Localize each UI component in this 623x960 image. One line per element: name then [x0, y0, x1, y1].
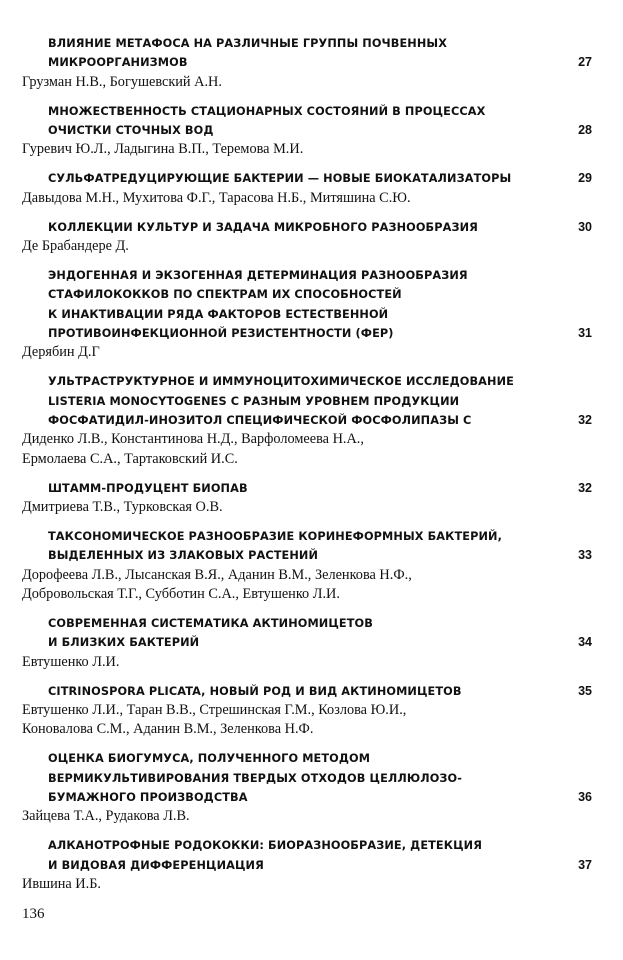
entry-title-row [22, 682, 592, 701]
table-of-contents [22, 34, 592, 904]
entry-page-number: 33 [578, 548, 592, 563]
toc-entry [22, 749, 592, 826]
entry-title-row [22, 749, 592, 807]
entry-title [22, 749, 552, 807]
entry-authors [22, 189, 592, 208]
entry-title-line: СТАФИЛОКОККОВ ПО СПЕКТРАМ ИХ СПОСОБНОСТЕЙ [48, 288, 402, 302]
entry-page-number: 27 [578, 55, 592, 70]
toc-entry [22, 479, 592, 518]
page-number: 136 [22, 906, 45, 922]
entry-authors [22, 701, 592, 740]
entry-title-row [22, 34, 592, 73]
entry-page-number: 36 [578, 790, 592, 805]
entry-title [22, 266, 552, 343]
entry-title-line: ВЫДЕЛЕННЫХ ИЗ ЗЛАКОВЫХ РАСТЕНИЙ [48, 549, 319, 563]
entry-title-line: CITRINOSPORA PLICATA, НОВЫЙ РОД И ВИД АКТИНОМИЦЕТОВ [48, 684, 462, 698]
entry-authors-line: Давыдова М.Н., Мухитова Ф.Г., Тарасова Н.Б., Митяшина С.Ю. [22, 189, 411, 206]
entry-authors [22, 430, 592, 469]
entry-authors-line: Зайцева Т.А., Рудакова Л.В. [22, 808, 190, 825]
entry-authors-line: Евтушенко Л.И., Таран В.В., Стрешинская Г.М., Козлова Ю.И., [22, 702, 407, 719]
entry-title-line: КОЛЛЕКЦИИ КУЛЬТУР И ЗАДАЧА МИКРОБНОГО РАЗНООБРАЗИЯ [48, 220, 478, 234]
entry-title-line: ТАКСОНОМИЧЕСКОЕ РАЗНООБРАЗИЕ КОРИНЕФОРМНЫХ БАКТЕРИЙ, [48, 530, 502, 544]
entry-title-line: МНОЖЕСТВЕННОСТЬ СТАЦИОНАРНЫХ СОСТОЯНИЙ В ПРОЦЕССАХ [48, 104, 486, 118]
entry-authors-line: Ермолаева С.А., Тартаковский И.С. [22, 450, 238, 467]
entry-title [22, 372, 552, 430]
entry-title-line: УЛЬТРАСТРУКТУРНОЕ И ИММУНОЦИТОХИМИЧЕСКОЕ ИССЛЕДОВАНИЕ [48, 375, 514, 389]
entry-title-line: LISTERIA MONOCYTOGENES С РАЗНЫМ УРОВНЕМ ПРОДУКЦИИ [48, 394, 460, 408]
entry-authors [22, 73, 592, 92]
entry-authors [22, 875, 592, 894]
entry-title-row [22, 169, 592, 188]
toc-entry [22, 836, 592, 894]
entry-authors [22, 807, 592, 826]
entry-title-line: И ВИДОВАЯ ДИФФЕРЕНЦИАЦИЯ [48, 858, 264, 872]
entry-authors [22, 237, 592, 256]
entry-page-number: 29 [578, 171, 592, 186]
entry-authors-line: Гуревич Ю.Л., Ладыгина В.П., Теремова М.И. [22, 141, 304, 158]
entry-page-number: 37 [578, 857, 592, 872]
entry-authors-line: Ившина И.Б. [22, 876, 101, 893]
entry-title [22, 218, 552, 237]
toc-entry [22, 218, 592, 257]
entry-title [22, 527, 552, 566]
entry-title-line: МИКРООРГАНИЗМОВ [48, 56, 188, 70]
entry-title-line: ВЕРМИКУЛЬТИВИРОВАНИЯ ТВЕРДЫХ ОТХОДОВ ЦЕЛЛЮЛОЗО- [48, 771, 463, 785]
entry-title [22, 34, 552, 73]
entry-title [22, 836, 552, 875]
entry-page-number: 35 [578, 683, 592, 698]
entry-authors-line: Евтушенко Л.И. [22, 653, 120, 670]
entry-title-line: ФОСФАТИДИЛ-ИНОЗИТОЛ СПЕЦИФИЧЕСКОЙ ФОСФОЛИПАЗЫ С [48, 414, 472, 428]
entry-title-row [22, 479, 592, 498]
entry-title-row [22, 218, 592, 237]
entry-authors-line: Диденко Л.В., Константинова Н.Д., Варфоломеева Н.А., [22, 431, 364, 448]
entry-title-line: ВЛИЯНИЕ МЕТАФОСА НА РАЗЛИЧНЫЕ ГРУППЫ ПОЧВЕННЫХ [48, 37, 448, 50]
entry-title-line: БУМАЖНОГО ПРОИЗВОДСТВА [48, 791, 248, 805]
toc-entry [22, 614, 592, 672]
entry-title-row [22, 527, 592, 566]
entry-page-number: 31 [578, 326, 592, 341]
entry-page-number: 32 [578, 413, 592, 428]
toc-entry [22, 102, 592, 160]
entry-title-line: ЭНДОГЕННАЯ И ЭКЗОГЕННАЯ ДЕТЕРМИНАЦИЯ РАЗНООБРАЗИЯ [48, 269, 468, 283]
entry-title-line: ОЦЕНКА БИОГУМУСА, ПОЛУЧЕННОГО МЕТОДОМ [48, 752, 371, 766]
entry-title [22, 682, 552, 701]
entry-title [22, 479, 552, 498]
entry-title-line: К ИНАКТИВАЦИИ РЯДА ФАКТОРОВ ЕСТЕСТВЕННОЙ [48, 307, 389, 321]
entry-title [22, 614, 552, 653]
entry-page-number: 32 [578, 480, 592, 495]
entry-title-row [22, 372, 592, 430]
entry-title-row [22, 266, 592, 343]
entry-authors-line: Коновалова С.М., Аданин В.М., Зеленкова Н.Ф. [22, 721, 314, 738]
entry-title-line: СОВРЕМЕННАЯ СИСТЕМАТИКА АКТИНОМИЦЕТОВ [48, 617, 373, 631]
toc-entry [22, 372, 592, 468]
entry-title-line: И БЛИЗКИХ БАКТЕРИЙ [48, 636, 200, 650]
entry-authors [22, 498, 592, 517]
entry-authors-line: Грузман Н.В., Богушевский А.Н. [22, 73, 222, 90]
entry-page-number: 28 [578, 122, 592, 137]
entry-title-line: ПРОТИВОИНФЕКЦИОННОЙ РЕЗИСТЕНТНОСТИ (ФЕР) [48, 327, 394, 341]
entry-title [22, 102, 552, 141]
entry-title-line: АЛКАНОТРОФНЫЕ РОДОКОККИ: БИОРАЗНООБРАЗИЕ, ДЕТЕКЦИЯ [48, 839, 483, 853]
entry-page-number: 30 [578, 219, 592, 234]
entry-authors-line: Добровольская Т.Г., Субботин С.А., Евтушенко Л.И. [22, 586, 340, 602]
toc-entry [22, 34, 592, 92]
entry-authors-line: Дерябин Д.Г [22, 344, 100, 361]
toc-entry [22, 266, 592, 362]
entry-authors [22, 566, 592, 605]
entry-page-number: 34 [578, 635, 592, 650]
toc-entry [22, 682, 592, 740]
toc-entry [22, 527, 592, 604]
entry-title [22, 169, 552, 188]
entry-title-line: ОЧИСТКИ СТОЧНЫХ ВОД [48, 123, 214, 137]
toc-entry [22, 169, 592, 208]
entry-title-line: СУЛЬФАТРЕДУЦИРУЮЩИЕ БАКТЕРИИ — НОВЫЕ БИОКАТАЛИЗАТОРЫ [48, 172, 512, 186]
entry-authors [22, 140, 592, 159]
entry-title-row [22, 614, 592, 653]
entry-title-line: ШТАММ-ПРОДУЦЕНТ БИОПАВ [48, 481, 248, 495]
entry-authors-line: Дорофеева Л.В., Лысанская В.Я., Аданин В.М., Зеленкова Н.Ф., [22, 566, 412, 583]
entry-authors-line: Дмитриева Т.В., Турковская О.В. [22, 499, 223, 516]
entry-authors [22, 343, 592, 362]
entry-title-row [22, 836, 592, 875]
entry-authors-line: Де Брабандере Д. [22, 238, 129, 255]
entry-authors [22, 653, 592, 672]
entry-title-row [22, 102, 592, 141]
